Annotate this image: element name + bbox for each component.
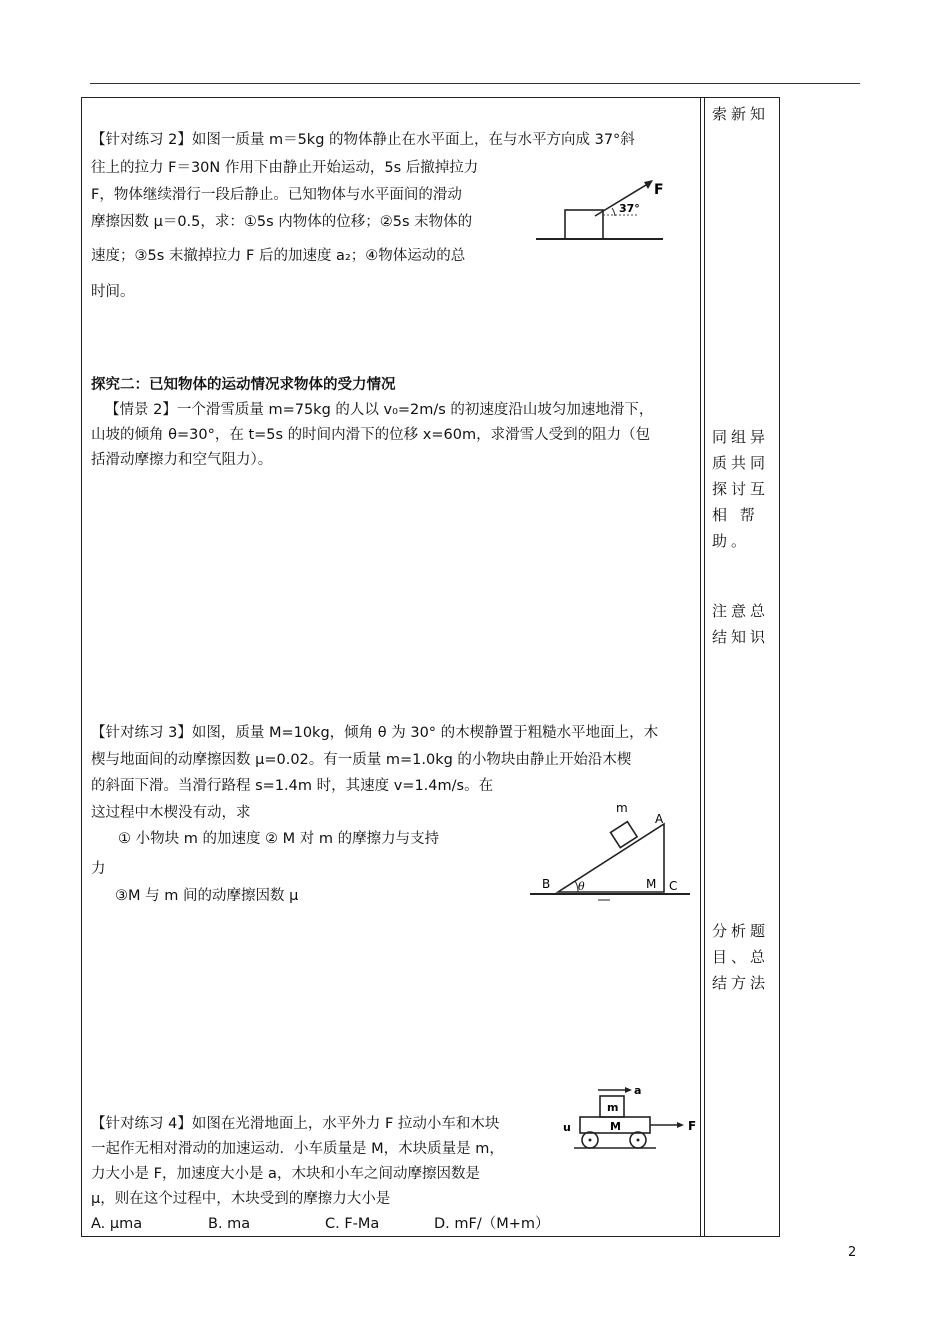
sidebar-note-3: 注意总结知识 — [712, 602, 770, 646]
header-rule — [90, 83, 860, 84]
p2-line1: 【针对练习 2】如图一质量 m＝5kg 的物体静止在水平面上，在与水平方向成 37°斜 — [91, 132, 635, 148]
p3-m-label: m — [616, 801, 628, 815]
column-divider — [704, 98, 705, 1236]
explore2-line1: 【情景 2】一个滑雪质量 m=75kg 的人以 v₀=2m/s 的初速度沿山坡匀加速地滑下， — [105, 402, 654, 418]
sidebar-note-1: 索新知 — [712, 105, 770, 123]
p4-line3: 力大小是 F，加速度大小是 a，木块和小车之间动摩擦因数是 — [91, 1166, 480, 1182]
p4-option-d: D. mF/（M+m） — [434, 1216, 550, 1232]
p4-option-a: A. μma — [91, 1216, 143, 1232]
p3-B-label: B — [542, 877, 551, 891]
p3-line1: 【针对练习 3】如图，质量 M=10kg，倾角 θ 为 30° 的木楔静置于粗糙水平地面上，木 — [91, 725, 659, 741]
p3-line2: 楔与地面间的动摩擦因数 μ=0.02。有一质量 m=1.0kg 的小物块由静止开始沿木楔 — [91, 752, 632, 768]
column-divider-inner — [700, 98, 701, 1236]
p3-M-label: M — [646, 877, 657, 891]
explore2-title: 探究二：已知物体的运动情况求物体的受力情况 — [91, 377, 396, 393]
p2-line5: 速度；③5s 末撤掉拉力 F 后的加速度 a₂；④物体运动的总 — [91, 248, 466, 264]
sidebar-note-2: 同组异质共同探讨互相 帮助。 — [712, 428, 770, 550]
p2-line6: 时间。 — [91, 284, 135, 300]
p2-line2: 往上的拉力 F＝30N 作用下由静止开始运动，5s 后撤掉拉力 — [91, 160, 479, 176]
p4-option-b: B. ma — [208, 1216, 251, 1232]
p2-line4: 摩擦因数 μ＝0.5，求：①5s 内物体的位移；②5s 末物体的 — [91, 214, 473, 230]
p3-C-label: C — [669, 879, 678, 893]
p4-u-label: u — [563, 1121, 571, 1134]
explore2-line3: 括滑动摩擦力和空气阻力）。 — [91, 452, 273, 468]
p4-option-c: C. F-Ma — [325, 1216, 380, 1232]
p4-line4: μ，则在这个过程中，木块受到的摩擦力大小是 — [91, 1191, 391, 1207]
p3-line3: 的斜面下滑。当滑行路程 s=1.4m 时，其速度 v=1.4m/s。在 — [91, 778, 494, 794]
p3-A-label: A — [655, 812, 664, 826]
p3-line5: ① 小物块 m 的加速度 ② M 对 m 的摩擦力与支持 — [118, 831, 440, 847]
explore2-line2: 山坡的倾角 θ=30°，在 t=5s 的时间内滑下的位移 x=60m，求滑雪人受到的阻力（包 — [91, 427, 651, 443]
p4-F-label: F — [688, 1119, 697, 1133]
p4-line1: 【针对练习 4】如图在光滑地面上，水平外力 F 拉动小车和木块 — [91, 1116, 500, 1132]
p4-M-label: M — [610, 1120, 621, 1133]
sidebar-note-4: 分析题目、总结方法 — [712, 922, 770, 992]
p4-cart-figure — [560, 1082, 710, 1152]
p3-wedge-figure — [528, 796, 693, 906]
p2-line3: F，物体继续滑行一段后静止。已知物体与水平面间的滑动 — [91, 187, 462, 203]
p2-force-label: F — [654, 182, 664, 198]
p4-a-label: a — [634, 1084, 642, 1097]
p4-line2: 一起作无相对滑动的加速运动．小车质量是 M，木块质量是 m， — [91, 1141, 504, 1157]
p2-block-figure — [533, 172, 673, 246]
p3-line7: ③M 与 m 间的动摩擦因数 μ — [115, 888, 299, 904]
p3-theta-label: θ — [578, 880, 585, 893]
p2-angle-label: 37° — [619, 202, 640, 215]
p4-m-label: m — [607, 1101, 619, 1114]
p3-line4: 这过程中木楔没有动，求 — [91, 805, 251, 821]
p3-line6: 力 — [91, 861, 106, 877]
page-number: 2 — [848, 1245, 857, 1260]
